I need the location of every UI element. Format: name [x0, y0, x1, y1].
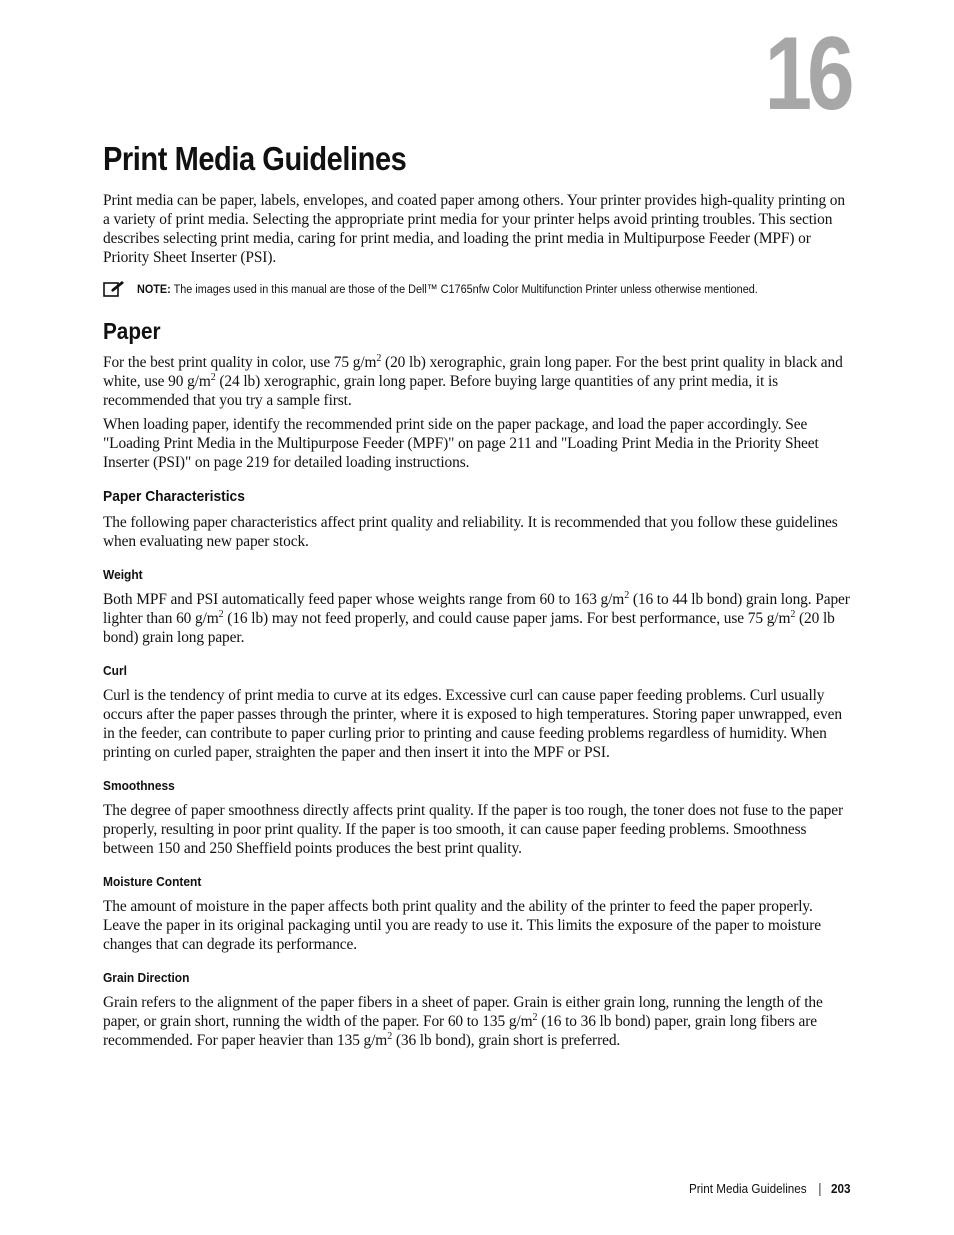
text-run: (16 to 36 lb bond) paper, grain long fibers are recommended. For paper heavier than 135 g/m [103, 1013, 818, 1049]
section-heading-paper: Paper [103, 318, 161, 344]
superscript: 2 [376, 353, 382, 364]
note-text [137, 280, 758, 298]
heading-weight: Weight [103, 567, 143, 582]
grain-paragraph [103, 993, 853, 1050]
weight-paragraph [103, 590, 853, 647]
heading-curl: Curl [103, 663, 127, 678]
paper-paragraph-quality [103, 353, 853, 410]
superscript: 2 [624, 590, 630, 601]
text-run: (20 lb) xerographic, grain long paper. For the best print quality in black and white, use 90 g/m [103, 354, 843, 390]
page-content [103, 139, 853, 1055]
text-run: (36 lb bond), grain short is preferred. [392, 1032, 621, 1049]
text-run: (24 lb) xerographic, grain long paper. Before buying large quantities of any print media, it is recommended that you try a sample first. [103, 373, 779, 409]
text-run: Both MPF and PSI automatically feed paper whose weights range from 60 to 163 g/m [103, 591, 625, 608]
text-run: (20 lb bond) grain long paper. [103, 610, 835, 646]
intro-paragraph: Print media can be paper, labels, envelopes, and coated paper among others. Your printer provides high-quality printing on a variety of print media. Selecting the appropriate print media for your printer helps avoid printing troubles. This section describes selecting print media, caring for print media, and loading the print media in Multipurpose Feeder (MPF) or Priority Sheet Inserter (PSI). [103, 192, 845, 266]
page-number: 203 [830, 1181, 850, 1196]
chapter-number: 16 [764, 16, 850, 132]
page-footer [688, 1180, 850, 1198]
curl-paragraph: Curl is the tendency of print media to curve at its edges. Excessive curl can cause paper feeding problems. Curl usually occurs after the paper passes through the printer, where it is exposed to high temperatures. Storing paper unwrapped, even in the feeder, can contribute to paper curling prior to printing and cause feeding problems regardless of humidity. When printing on curled paper, straighten the paper and then insert it into the MPF or PSI. [103, 687, 842, 761]
heading-moisture-content: Moisture Content [103, 874, 202, 889]
note-body: The images used in this manual are those of the Dell™ C1765nfw Color Multifunction Printer unless otherwise mentioned. [173, 282, 758, 296]
pencil-note-icon [103, 280, 125, 298]
moisture-paragraph: The amount of moisture in the paper affects both print quality and the ability of the printer to feed the paper properly. Leave the paper in its original packaging until you are ready to use it. This limits the exposure of the paper to moisture changes that can degrade its performance. [103, 898, 821, 953]
smoothness-paragraph: The degree of paper smoothness directly affects print quality. If the paper is too rough, the toner does not fuse to the paper properly, resulting in poor print quality. If the paper is too smooth, it can cause paper feeding problems. Smoothness between 150 and 250 Sheffield points produces the best print quality. [103, 802, 844, 857]
footer-title: Print Media Guidelines [688, 1181, 807, 1196]
page-title: Print Media Guidelines [103, 140, 407, 177]
footer-divider [819, 1183, 820, 1196]
superscript: 2 [210, 372, 216, 383]
heading-grain-direction: Grain Direction [103, 970, 190, 985]
text-run: For the best print quality in color, use 75 g/m [103, 354, 377, 371]
superscript: 2 [532, 1012, 538, 1023]
note-label: NOTE: [137, 282, 171, 296]
note-box [103, 279, 853, 299]
text-run: Grain refers to the alignment of the paper fibers in a sheet of paper. Grain is either grain long, running the length of the paper, or grain short, running the width of the paper. For 60 to 135 g/m [103, 994, 823, 1030]
text-run: (16 lb) may not feed properly, and could cause paper jams. For best performance, use 75 g/m [223, 610, 791, 627]
paper-paragraph-loading: When loading paper, identify the recommended print side on the paper package, and load the paper accordingly. See "Loading Print Media in the Multipurpose Feeder (MPF)" on page 211 and "Loading Print Media in the Priority Sheet Inserter (PSI)" on page 219 for detailed loading instructions. [103, 416, 819, 471]
superscript: 2 [218, 609, 224, 620]
characteristics-paragraph: The following paper characteristics affect print quality and reliability. It is recommended that you follow these guidelines when evaluating new paper stock. [103, 514, 838, 550]
subsection-heading-characteristics: Paper Characteristics [103, 488, 245, 505]
heading-smoothness: Smoothness [103, 778, 175, 793]
superscript: 2 [387, 1031, 393, 1042]
superscript: 2 [790, 609, 796, 620]
text-run: (16 to 44 lb bond) grain long. Paper lighter than 60 g/m [103, 591, 850, 627]
